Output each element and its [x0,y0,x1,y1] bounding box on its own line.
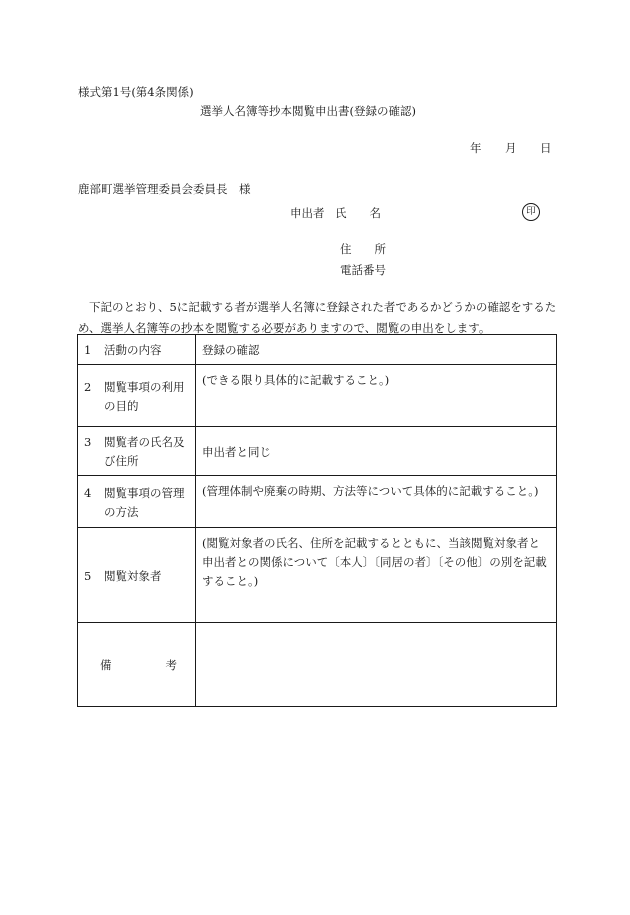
name-label: 氏 名 [335,206,381,220]
row-label: 閲覧事項の利用の目的 [104,379,185,413]
form-number: 様式第1号(第4条関係) [78,85,194,99]
remarks-value-cell [196,623,557,707]
seal-mark: 印 [522,203,540,221]
date-year-label: 年 [470,141,482,155]
row-label: 活動の内容 [104,343,162,357]
address-label: 住 所 [340,242,386,256]
row-label: 閲覧事項の管理の方法 [104,485,185,519]
table-row [78,623,557,707]
label-cell [78,365,196,427]
value-cell: (管理体制や廃棄の時期、方法等について具体的に記載すること。) [196,476,557,528]
document-title: 選挙人名簿等抄本閲覧申出書(登録の確認) [200,104,416,118]
remarks-char-1: 備 [100,658,112,672]
phone-label: 電話番号 [340,263,386,277]
value-cell: 登録の確認 [196,335,557,365]
value-cell: 申出者と同じ [196,427,557,476]
label-cell [78,476,196,528]
table-row [78,427,557,476]
addressee: 鹿部町選挙管理委員会委員長 様 [78,182,251,196]
row-label: 閲覧者の氏名及び住所 [104,435,185,468]
value-cell: (できる限り具体的に記載すること。) [196,365,557,427]
applicant-label: 申出者 [290,206,325,220]
table-row [78,476,557,528]
value-cell: (閲覧対象者の氏名、住所を記載するとともに、当該閲覧対象者と申出者との関係について〔本人〕〔同居の者〕〔その他〕の別を記載すること。) [196,528,557,623]
date-month-label: 月 [505,141,517,155]
row-label: 閲覧対象者 [104,568,162,583]
row-number: 2 [84,379,92,394]
remarks-char-2: 考 [165,658,177,672]
remarks-label-cell [78,623,196,707]
body-text: 下記のとおり、5に記載する者が選挙人名簿に登録された者であるかどうかの確認をするため、選挙人名簿等の抄本を閲覧する必要がありますので、閲覧の申出をします。 [78,300,557,335]
table-row [78,365,557,427]
row-number: 1 [84,343,92,357]
table-row [78,335,557,365]
application-table [77,334,557,707]
label-cell [78,528,196,623]
row-number: 3 [84,435,92,449]
label-cell [78,427,196,476]
row-number: 5 [84,568,92,583]
row-number: 4 [84,485,92,500]
date-day-label: 日 [540,141,552,155]
table-row [78,528,557,623]
label-cell [78,335,196,365]
